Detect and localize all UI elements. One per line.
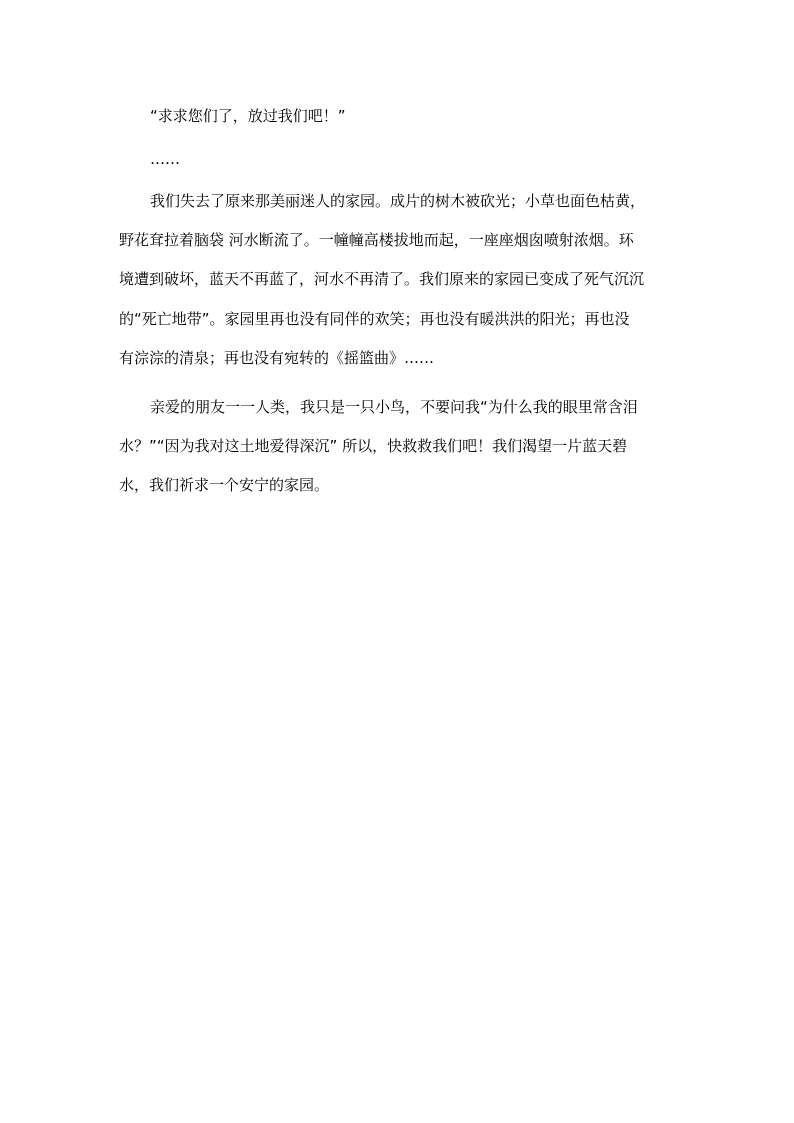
text-line-p1-2: 野花耷拉着脑袋 河水断流了。一幢幢高楼拔地而起，一座座烟囱喷射浓烟。环 [119,231,634,249]
text-line-p1-1: 我们失去了原来那美丽迷人的家园。成片的树木被砍光；小草也面色枯黄， [150,192,646,210]
text-line-p2-3: 水，我们祈求一个安宁的家园。 [119,476,330,494]
text-line-p1-3: 境遭到破坏，蓝天不再蓝了，河水不再清了。我们原来的家园已变成了死气沉沉 [119,270,645,288]
text-line-p1-4: 的“死亡地带”。家园里再也没有同伴的欢笑；再也没有暖洪洪的阳光；再也没 [119,310,630,328]
text-line-p2-1: 亲爱的朋友一一人类，我只是一只小鸟，不要问我“为什么我的眼里常含泪 [150,398,638,416]
text-line-plea: “求求您们了，放过我们吧！” [150,107,346,125]
text-line-ellipsis: …… [150,150,180,168]
text-line-p2-2: 水？”“因为我对这土地爱得深沉” 所以，快救救我们吧！我们渴望一片蓝天碧 [119,437,628,455]
text-line-p1-5: 有淙淙的清泉；再也没有宛转的《摇篮曲》…… [119,349,435,367]
